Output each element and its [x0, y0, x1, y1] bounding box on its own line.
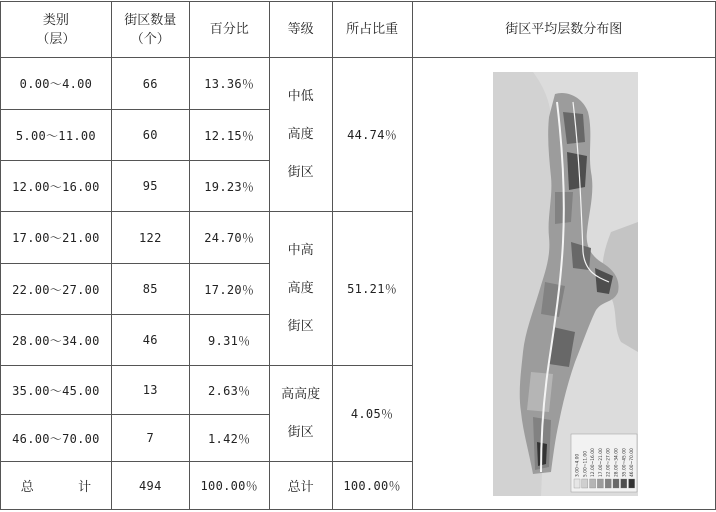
grade-line: 街区 — [287, 164, 314, 180]
count-cell: 13 — [111, 366, 189, 415]
grade-line: 中高 — [287, 242, 314, 258]
count-header-unit: （个） — [130, 31, 170, 47]
legend-label: 3.00~4.00 — [575, 453, 581, 477]
legend-swatch — [597, 479, 603, 488]
grade-line: 街区 — [287, 318, 314, 334]
share-header: 所占比重 — [332, 2, 412, 58]
range-cell: 0.00～4.00 — [1, 58, 112, 110]
percent-cell: 9.31％ — [189, 315, 269, 366]
legend-swatch — [628, 479, 634, 488]
legend-swatch — [589, 479, 595, 488]
percent-cell: 2.63％ — [189, 366, 269, 415]
total-grade: 总计 — [269, 462, 332, 510]
grade-line: 中低 — [287, 88, 314, 104]
grade-cell-3 — [269, 366, 332, 462]
grade-cell-2 — [269, 212, 332, 366]
percent-cell: 24.70％ — [189, 212, 269, 264]
legend-label: 35.00~45.00 — [621, 448, 627, 477]
percent-cell: 19.23％ — [189, 161, 269, 212]
grade-header: 等级 — [269, 2, 332, 58]
count-cell: 60 — [111, 110, 189, 161]
category-header — [1, 2, 112, 58]
grade-line: 街区 — [287, 424, 314, 440]
legend-swatch — [620, 479, 626, 488]
count-cell: 85 — [111, 264, 189, 315]
floor-distribution-table — [0, 1, 716, 510]
grade-line: 高度 — [287, 280, 314, 296]
map-legend — [571, 434, 637, 492]
range-cell: 22.00～27.00 — [1, 264, 112, 315]
count-cell: 95 — [111, 161, 189, 212]
grade-line: 高高度 — [281, 386, 321, 402]
range-cell: 28.00～34.00 — [1, 315, 112, 366]
percent-header: 百分比 — [189, 2, 269, 58]
grade-cell-1 — [269, 58, 332, 212]
legend-label: 5.00~11.00 — [582, 450, 588, 477]
header-row — [1, 2, 716, 58]
percent-cell: 13.36％ — [189, 58, 269, 110]
total-label-b: 计 — [78, 480, 92, 495]
legend-label: 12.00~16.00 — [590, 448, 596, 477]
range-cell: 35.00～45.00 — [1, 366, 112, 415]
percent-cell: 17.20％ — [189, 264, 269, 315]
total-count: 494 — [111, 462, 189, 510]
legend-label: 22.00~27.00 — [606, 448, 612, 477]
legend-label: 28.00~34.00 — [614, 448, 620, 477]
share-cell-3: 4.05％ — [332, 366, 412, 462]
range-cell: 17.00～21.00 — [1, 212, 112, 264]
grade-line: 高度 — [287, 126, 314, 142]
total-percent: 100.00％ — [189, 462, 269, 510]
count-header-label: 街区数量 — [124, 12, 177, 28]
total-label-a: 总 — [20, 480, 34, 495]
legend-swatch — [581, 479, 587, 488]
range-cell: 46.00～70.00 — [1, 415, 112, 462]
count-header — [111, 2, 189, 58]
share-cell-1: 44.74％ — [332, 58, 412, 212]
legend-swatch — [605, 479, 611, 488]
map-block-dense — [567, 152, 587, 190]
floor-distribution-map — [493, 72, 638, 496]
legend-label: 17.00~21.00 — [598, 448, 604, 477]
count-cell: 46 — [111, 315, 189, 366]
percent-cell: 12.15％ — [189, 110, 269, 161]
count-cell: 122 — [111, 212, 189, 264]
share-cell-2: 51.21％ — [332, 212, 412, 366]
range-cell: 5.00～11.00 — [1, 110, 112, 161]
map-header: 街区平均层数分布图 — [412, 2, 715, 58]
map-cell — [412, 58, 715, 510]
map-svg — [493, 72, 638, 496]
legend-swatch — [574, 479, 580, 488]
count-cell: 66 — [111, 58, 189, 110]
total-share: 100.00％ — [332, 462, 412, 510]
legend-swatch — [613, 479, 619, 488]
table-row — [1, 58, 716, 110]
total-label — [1, 462, 112, 510]
range-cell: 12.00～16.00 — [1, 161, 112, 212]
category-header-label: 类别 — [42, 12, 69, 28]
category-header-unit: （层） — [36, 31, 76, 47]
count-cell: 7 — [111, 415, 189, 462]
percent-cell: 1.42％ — [189, 415, 269, 462]
legend-label: 46.00~70.00 — [629, 448, 635, 477]
map-block-light — [527, 372, 553, 412]
